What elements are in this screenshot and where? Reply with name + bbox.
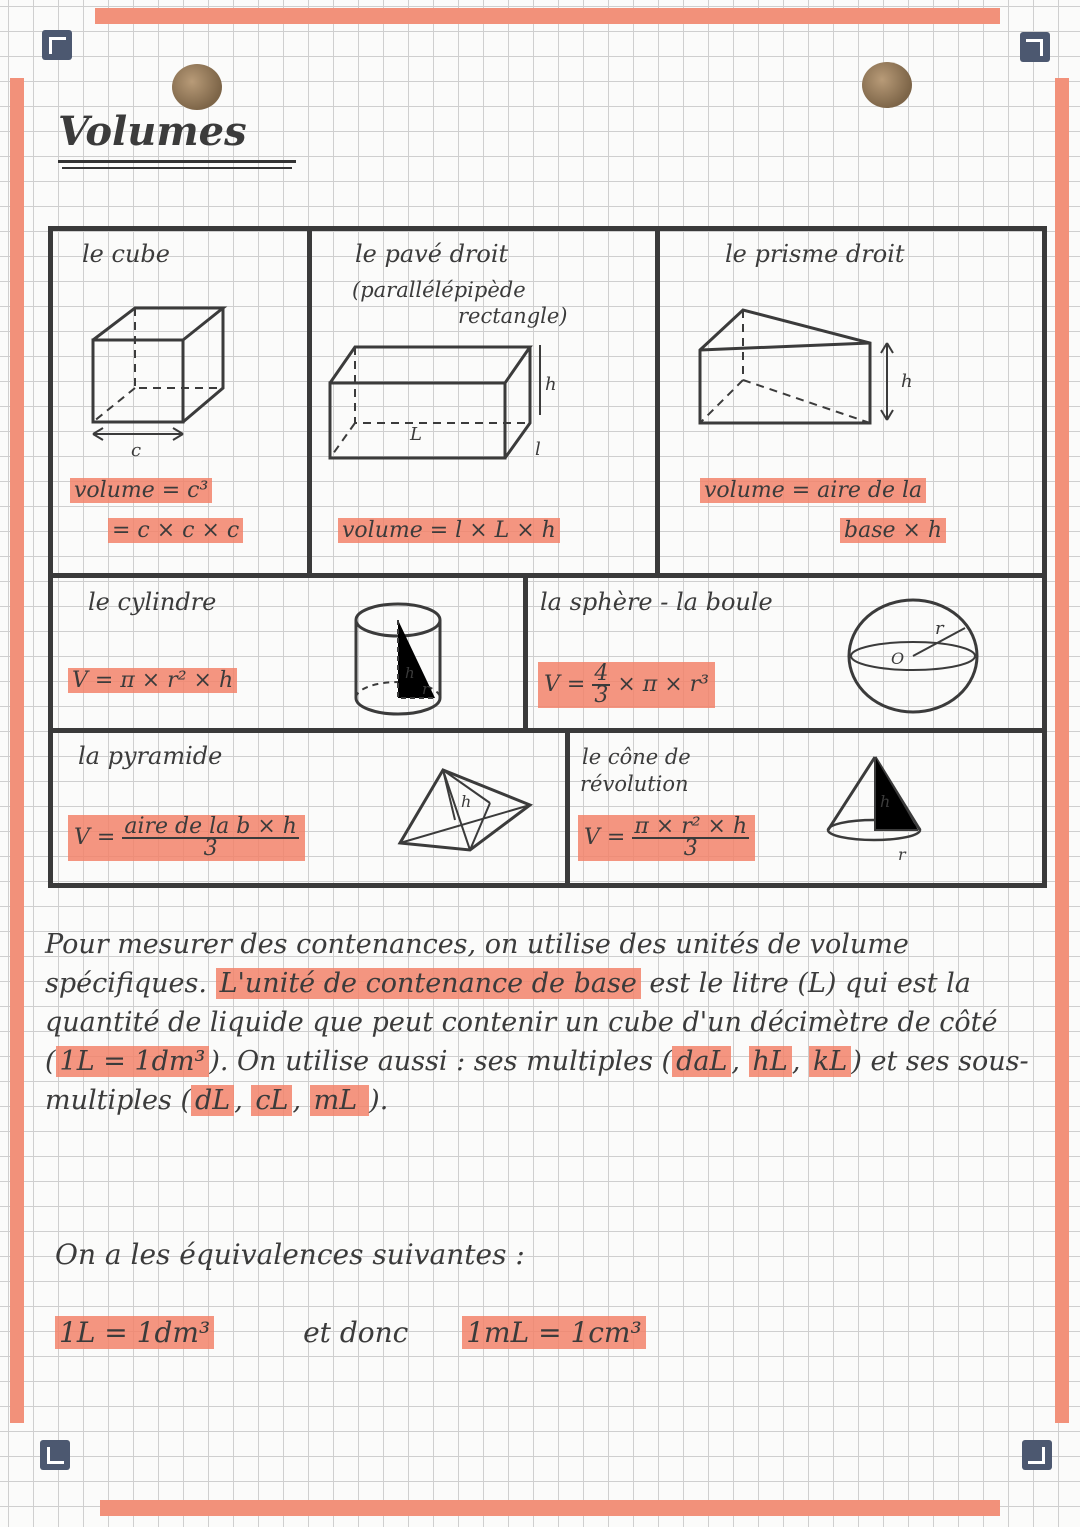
paragraph-text: Pour mesurer des contenances, on utilise des unités de volume spécifiques.	[45, 929, 909, 999]
left-color-band	[10, 78, 24, 1423]
cylinder-formula-text: V = π × r² × h	[68, 668, 237, 693]
pyramid-label: la pyramide	[78, 742, 223, 770]
paragraph-text: ,	[731, 1046, 749, 1077]
sphere-fraction	[592, 661, 610, 708]
cone-formula-box	[578, 815, 755, 861]
cone-fraction	[632, 814, 749, 861]
cube-formula-line1: volume = c³	[70, 478, 212, 503]
paragraph-text: ).	[369, 1085, 389, 1116]
title-underline	[58, 160, 296, 163]
cone-radius-label: r	[898, 845, 906, 864]
paragraph-highlight: cL	[251, 1085, 292, 1116]
punch-hole	[172, 64, 222, 110]
capacity-paragraph	[45, 925, 1045, 1120]
sphere-formula-box	[538, 662, 715, 708]
cone-formula	[578, 815, 755, 861]
prism-height-label: h	[901, 371, 913, 392]
prism-formula	[700, 478, 926, 503]
sphere-center-label: O	[891, 649, 905, 668]
cube-formula	[108, 518, 243, 543]
paragraph-text: ) et ses sous-multiples (	[45, 1046, 1029, 1116]
cone-label: le cône de	[582, 745, 691, 769]
cuboid-formula	[338, 518, 560, 543]
pyramid-formula	[68, 815, 305, 861]
cuboid-sub-label: (parallélépipède	[352, 278, 526, 302]
paragraph-text: est le litre (L) qui est la quantité de liquide que peut contenir un cube d'un décimètre de côté (	[45, 968, 998, 1077]
sphere-formula-prefix: V =	[544, 672, 586, 697]
cone-formula-prefix: V =	[584, 825, 626, 850]
prism-formula-line2: base × h	[840, 518, 946, 543]
paragraph-highlight: daL	[672, 1046, 731, 1077]
page-title: Volumes	[58, 108, 247, 155]
title-underline	[62, 167, 292, 169]
paragraph-text: ,	[791, 1046, 810, 1077]
pyramid-fraction-numerator: aire de la b × h	[124, 814, 297, 839]
cone-label: révolution	[580, 772, 689, 796]
cone-fraction-numerator: π × r² × h	[634, 814, 748, 839]
cylinder-radius-label: r	[422, 680, 430, 698]
punch-hole	[862, 62, 912, 108]
paragraph-highlight: kL	[809, 1046, 851, 1077]
sphere-label: la sphère - la boule	[540, 588, 773, 616]
sphere-formula	[538, 662, 715, 708]
paragraph-highlight: dL	[191, 1085, 234, 1116]
corner-mark-icon	[42, 30, 72, 60]
top-color-band	[95, 8, 1000, 24]
paragraph-highlight: mL	[310, 1085, 362, 1116]
equivalence-row	[55, 1316, 646, 1349]
right-color-band	[1055, 78, 1069, 1423]
pyramid-formula-box	[68, 815, 305, 861]
cube-label: le cube	[82, 240, 170, 268]
cylinder-label: le cylindre	[88, 588, 217, 616]
sphere-formula-suffix: × π × r³	[617, 672, 709, 697]
pyramid-fraction-denominator: 3	[203, 836, 218, 861]
equivalence-2: 1mL = 1cm³	[462, 1316, 646, 1349]
paragraph-highlight: L'unité de contenance de base	[216, 968, 641, 999]
cube-formula-line2: = c × c × c	[108, 518, 243, 543]
corner-mark-icon	[40, 1440, 70, 1470]
cuboid-width-label: l	[535, 439, 541, 460]
cone-fraction-denominator: 3	[683, 836, 698, 861]
cuboid-length-label: L	[410, 424, 422, 445]
paragraph-text: ,	[234, 1085, 252, 1116]
pyramid-fraction	[122, 814, 299, 861]
sphere-fraction-denominator: 3	[594, 683, 609, 708]
corner-mark-icon	[1020, 32, 1050, 62]
cuboid-sub-label: rectangle)	[458, 304, 568, 328]
paragraph-highlight	[361, 1085, 369, 1116]
cuboid-drawing	[325, 335, 565, 465]
cuboid-label: le pavé droit	[355, 240, 509, 268]
prism-formula	[840, 518, 946, 543]
sphere-fraction-numerator: 4	[594, 661, 609, 686]
pyramid-formula-prefix: V =	[74, 825, 116, 850]
equivalences-intro: On a les équivalences suivantes :	[55, 1238, 525, 1271]
cone-drawing	[820, 752, 930, 867]
cube-drawing	[85, 300, 235, 460]
cylinder-height-label: h	[405, 664, 415, 682]
equivalence-connector: et donc	[303, 1316, 409, 1349]
paragraph-highlight: 1L = 1dm³	[56, 1046, 210, 1077]
pyramid-height-label: h	[461, 792, 472, 811]
bottom-color-band	[100, 1500, 1000, 1516]
cuboid-formula-text: volume = l × L × h	[338, 518, 560, 543]
corner-mark-icon	[1022, 1440, 1052, 1470]
sphere-radius-label: r	[935, 618, 944, 639]
cuboid-height-label: h	[545, 374, 557, 395]
cube-edge-label: c	[131, 440, 142, 461]
cone-height-label: h	[880, 792, 891, 811]
paragraph-highlight: hL	[749, 1046, 792, 1077]
paragraph-text: ). On utilise aussi : ses multiples (	[209, 1046, 673, 1077]
cube-formula	[70, 478, 212, 503]
cylinder-formula	[68, 668, 237, 693]
equivalence-1: 1L = 1dm³	[55, 1316, 214, 1349]
pyramid-drawing	[395, 765, 535, 855]
cylinder-drawing	[350, 598, 450, 723]
sphere-drawing	[845, 598, 985, 718]
prism-drawing	[695, 305, 935, 435]
prism-formula-line1: volume = aire de la	[700, 478, 926, 503]
prism-label: le prisme droit	[725, 240, 905, 268]
paragraph-text: ,	[292, 1085, 310, 1116]
